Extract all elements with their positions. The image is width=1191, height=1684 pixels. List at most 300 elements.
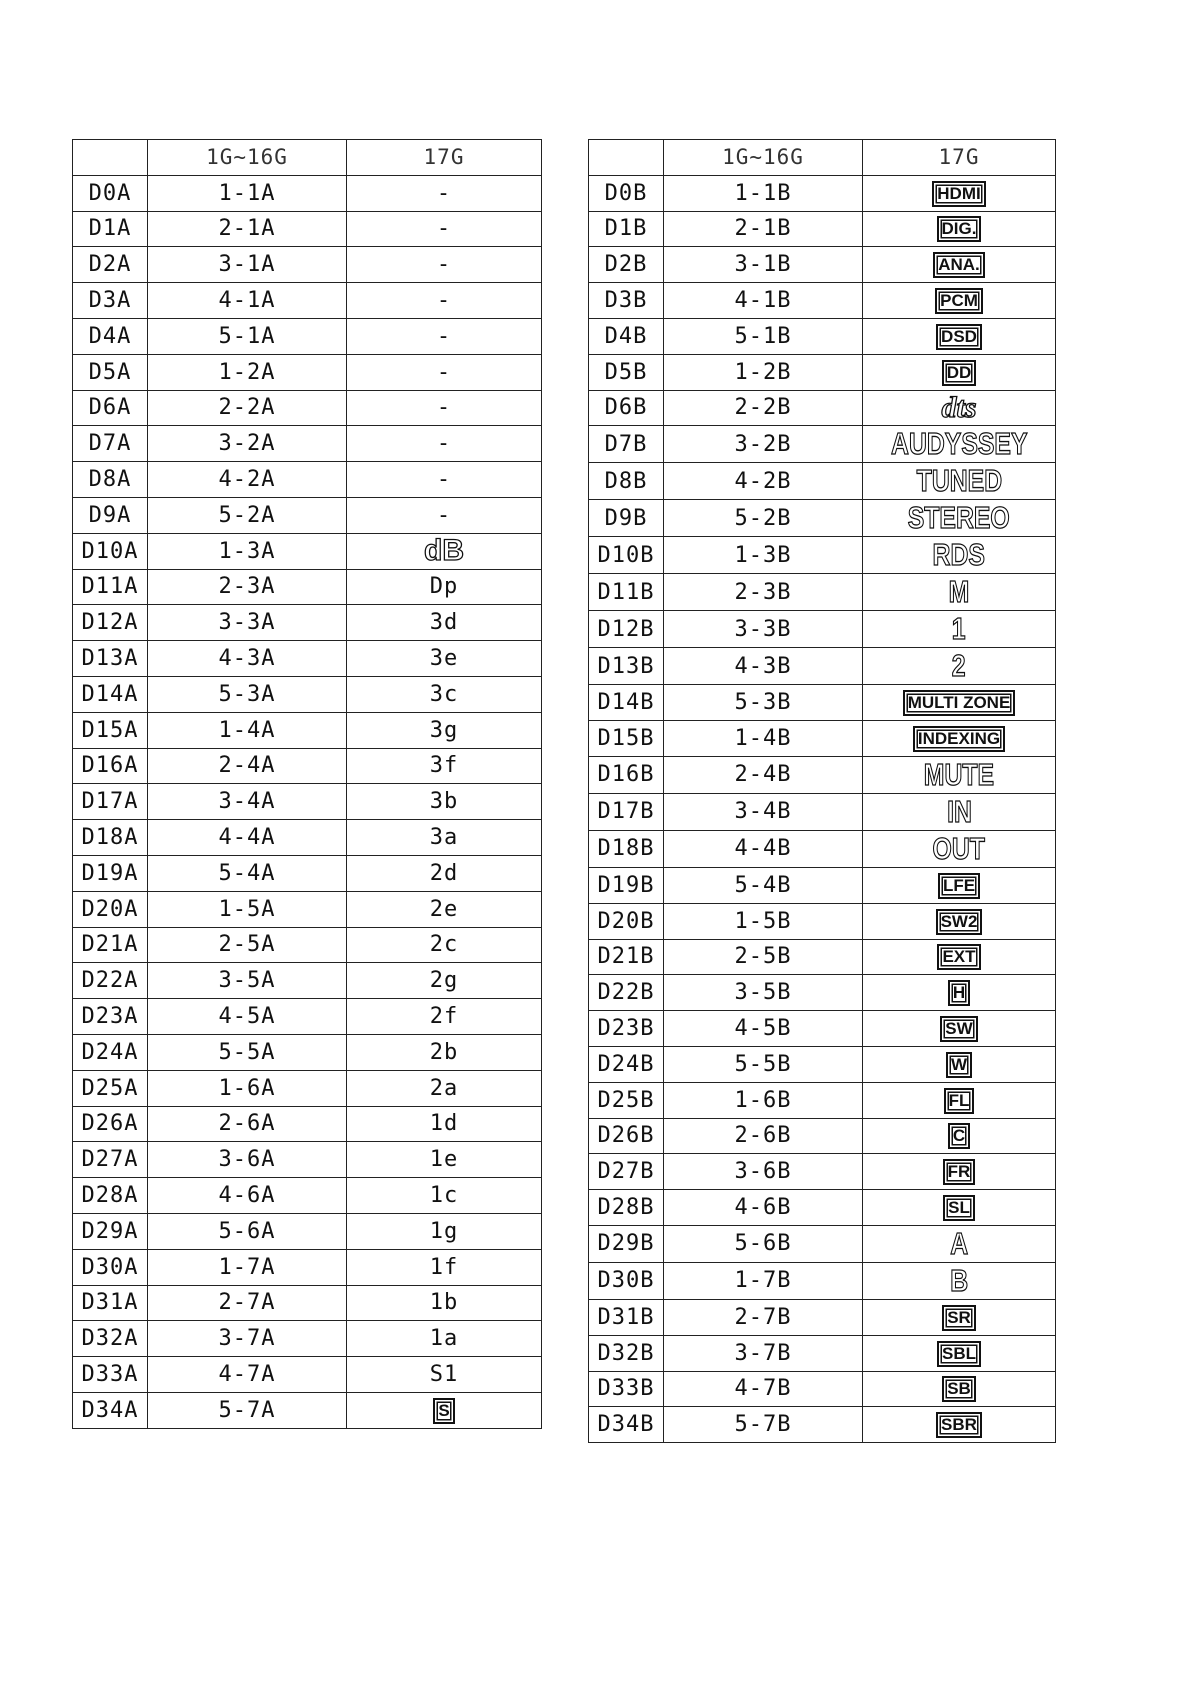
table-row	[73, 784, 542, 820]
grid-address-cell	[664, 1262, 863, 1299]
segment-id: D20B	[597, 908, 655, 934]
table-row	[73, 999, 542, 1035]
icon-17g: M	[948, 574, 970, 610]
icon-17g: -	[436, 502, 452, 528]
icon-17g-cell	[863, 318, 1056, 354]
grid-address-cell	[664, 500, 863, 537]
segment-id: D27B	[597, 1159, 655, 1185]
icon-17g: C	[948, 1123, 970, 1149]
grid-address: 1-4A	[218, 717, 276, 743]
grid-address: 5-1B	[734, 323, 792, 349]
grid-address-cell	[148, 1357, 347, 1393]
grid-address: 3-7A	[218, 1326, 276, 1352]
grid-address: 1-3A	[218, 538, 276, 564]
grid-address: 3-3A	[218, 610, 276, 636]
grid-address-cell	[148, 211, 347, 247]
icon-17g-cell	[863, 756, 1056, 793]
segment-id: D3B	[604, 288, 648, 314]
grid-address: 1-5B	[734, 908, 792, 934]
grid-address: 5-3A	[218, 681, 276, 707]
segment-id-cell	[589, 354, 664, 390]
grid-address-cell	[664, 756, 863, 793]
grid-address: 4-4B	[734, 836, 792, 862]
table-row	[589, 211, 1056, 247]
icon-17g-cell	[863, 1225, 1056, 1262]
table-row	[73, 1178, 542, 1214]
segment-id-cell	[589, 975, 664, 1011]
icon-17g: 2a	[429, 1075, 459, 1101]
icon-17g: -	[436, 359, 452, 385]
segment-id: D10A	[81, 538, 139, 564]
segment-id-cell	[73, 927, 148, 963]
segment-id-cell	[73, 211, 148, 247]
segment-id-cell	[73, 569, 148, 605]
icon-17g-cell	[347, 748, 542, 784]
icon-17g-cell	[863, 537, 1056, 574]
grid-address-cell	[148, 390, 347, 426]
icon-17g: W	[946, 1052, 972, 1078]
grid-address-cell	[664, 574, 863, 611]
icon-17g-cell	[863, 903, 1056, 939]
segment-id-cell	[589, 390, 664, 426]
segment-id: D5B	[604, 359, 648, 385]
segment-id-cell	[73, 390, 148, 426]
segment-id-cell	[73, 855, 148, 891]
grid-address: 3-7B	[734, 1340, 792, 1366]
segment-id-cell	[73, 533, 148, 569]
segment-id-cell	[589, 175, 664, 211]
table-row	[589, 426, 1056, 463]
segment-id: D26A	[81, 1111, 139, 1137]
icon-17g: 1c	[429, 1183, 459, 1208]
icon-17g-cell	[347, 1392, 542, 1428]
icon-17g: EXT	[937, 944, 980, 970]
grid-address: 3-4A	[218, 789, 276, 815]
segment-id-cell	[73, 1070, 148, 1106]
icon-17g-cell	[347, 891, 542, 927]
table-row	[589, 1118, 1056, 1154]
segment-id-cell	[73, 1321, 148, 1357]
grid-address: 2-7A	[218, 1290, 276, 1316]
icon-17g-cell	[863, 648, 1056, 685]
grid-address: 4-7A	[218, 1361, 276, 1387]
grid-address-cell	[664, 1011, 863, 1047]
segment-id: D28B	[597, 1195, 655, 1221]
segment-id-cell	[73, 247, 148, 283]
segment-id: D32A	[81, 1326, 139, 1352]
table-row	[589, 1011, 1056, 1047]
icon-17g: AUDYSSEY	[890, 426, 1028, 462]
grid-address-cell	[148, 318, 347, 354]
segment-id: D34A	[81, 1397, 139, 1423]
segment-id: D0B	[604, 180, 648, 206]
grid-address-cell	[664, 354, 863, 390]
table-row	[589, 756, 1056, 793]
grid-address-cell	[664, 830, 863, 867]
icon-17g: FR	[943, 1159, 976, 1185]
table-row	[73, 1357, 542, 1393]
segment-id: D1B	[604, 216, 648, 242]
segment-id-cell	[73, 1142, 148, 1178]
grid-address-cell	[664, 867, 863, 903]
segment-id-cell	[589, 1262, 664, 1299]
grid-address-cell	[148, 1321, 347, 1357]
grid-address: 2-6A	[218, 1111, 276, 1137]
segment-id-cell	[589, 685, 664, 721]
grid-address-cell	[664, 175, 863, 211]
segment-id-cell	[73, 497, 148, 533]
segment-id-cell	[589, 721, 664, 757]
grid-address: 3-2B	[734, 431, 792, 457]
icon-17g: 3a	[429, 825, 459, 851]
icon-17g-cell	[347, 1213, 542, 1249]
segment-id: D9B	[604, 505, 648, 531]
grid-address: 4-1A	[218, 288, 276, 314]
grid-address: 5-1A	[218, 323, 276, 349]
icon-17g: INDEXING	[913, 726, 1005, 752]
segment-id: D22B	[597, 980, 655, 1006]
grid-address-cell	[664, 247, 863, 283]
table-row	[73, 1213, 542, 1249]
grid-address-cell	[148, 283, 347, 319]
grid-address: 3-5B	[734, 980, 792, 1006]
segment-id-cell	[73, 712, 148, 748]
segment-id: D21B	[597, 944, 655, 970]
icon-17g-cell	[347, 927, 542, 963]
segment-id-cell	[73, 1106, 148, 1142]
grid-address: 4-7B	[734, 1376, 792, 1402]
icon-17g: -	[436, 431, 452, 457]
table-row	[73, 354, 542, 390]
segment-id: D12A	[81, 610, 139, 636]
icon-17g: dB	[424, 534, 464, 568]
grid-address-cell	[664, 1046, 863, 1082]
segment-id-cell	[589, 463, 664, 500]
icon-17g-cell	[347, 318, 542, 354]
segment-id: D10B	[597, 542, 655, 568]
icon-17g-cell	[347, 784, 542, 820]
grid-address-cell	[664, 1407, 863, 1443]
header-row	[73, 140, 542, 176]
table-row	[73, 1070, 542, 1106]
grid-address-cell	[664, 1371, 863, 1407]
icon-17g-cell	[347, 999, 542, 1035]
icon-17g-cell	[863, 426, 1056, 463]
table-row	[73, 712, 542, 748]
header-17g: 17G	[863, 140, 1056, 176]
grid-address: 2-2B	[734, 395, 792, 421]
table-row	[73, 891, 542, 927]
icon-17g: DSD	[936, 324, 982, 350]
icon-17g: MULTI ZONE	[903, 690, 1016, 716]
table-row	[73, 318, 542, 354]
grid-address: 5-5B	[734, 1051, 792, 1077]
table-row	[589, 1225, 1056, 1262]
segment-id-cell	[73, 318, 148, 354]
segment-id: D22A	[81, 968, 139, 994]
icon-17g-cell	[863, 975, 1056, 1011]
table-row	[589, 975, 1056, 1011]
table-row	[73, 569, 542, 605]
segment-id: D3A	[88, 288, 132, 314]
segment-id: D14A	[81, 681, 139, 707]
grid-address: 4-2B	[734, 468, 792, 494]
grid-address: 3-3B	[734, 616, 792, 642]
segment-id-cell	[73, 1249, 148, 1285]
icon-17g-cell	[863, 1046, 1056, 1082]
grid-address-cell	[664, 975, 863, 1011]
grid-address-cell	[148, 1178, 347, 1214]
icon-17g-cell	[347, 1357, 542, 1393]
icon-17g: STEREO	[908, 500, 1010, 536]
segment-id: D15B	[597, 726, 655, 752]
icon-17g-cell	[863, 247, 1056, 283]
icon-17g: DIG.	[937, 216, 982, 242]
segment-id: D13B	[597, 653, 655, 679]
segment-id: D7A	[88, 431, 132, 457]
table-row	[589, 463, 1056, 500]
icon-17g-cell	[863, 1335, 1056, 1371]
table-row	[73, 676, 542, 712]
icon-17g: 1f	[429, 1254, 459, 1280]
icon-17g: Dp	[429, 574, 459, 600]
icon-17g-cell	[347, 1070, 542, 1106]
segment-id-cell	[589, 611, 664, 648]
table-row	[73, 211, 542, 247]
grid-address: 5-4B	[734, 872, 792, 898]
icon-17g-cell	[347, 426, 542, 462]
icon-17g: -	[436, 216, 452, 242]
icon-17g: 2f	[429, 1004, 459, 1030]
grid-address-cell	[148, 1249, 347, 1285]
icon-17g-cell	[863, 1190, 1056, 1226]
grid-address: 4-5B	[734, 1016, 792, 1042]
icon-17g-cell	[347, 497, 542, 533]
icon-17g: -	[436, 467, 452, 493]
segment-id: D33B	[597, 1376, 655, 1402]
segment-id-cell	[589, 830, 664, 867]
table-row	[589, 648, 1056, 685]
grid-address-cell	[664, 1082, 863, 1118]
table-row	[589, 1299, 1056, 1335]
grid-address: 2-5A	[218, 932, 276, 958]
grid-address: 1-5A	[218, 896, 276, 922]
grid-address: 5-2A	[218, 502, 276, 528]
table-row	[589, 354, 1056, 390]
icon-17g-cell	[347, 641, 542, 677]
grid-address: 5-4A	[218, 860, 276, 886]
segment-id: D23A	[81, 1004, 139, 1030]
icon-17g: SB	[942, 1376, 976, 1402]
icon-17g: DD	[942, 360, 977, 386]
segment-id-cell	[589, 1118, 664, 1154]
segment-id-cell	[589, 537, 664, 574]
table-row	[73, 247, 542, 283]
table-row	[589, 175, 1056, 211]
icon-17g-cell	[863, 1262, 1056, 1299]
icon-17g-cell	[863, 1407, 1056, 1443]
header-blank	[589, 140, 664, 176]
segment-id: D13A	[81, 646, 139, 672]
header-blank	[73, 140, 148, 176]
icon-17g-cell	[863, 1371, 1056, 1407]
grid-address: 5-2B	[734, 505, 792, 531]
segment-id: D11B	[597, 579, 655, 605]
segment-id-cell	[589, 939, 664, 975]
icon-17g-cell	[347, 1321, 542, 1357]
icon-17g-cell	[863, 211, 1056, 247]
segment-id-cell	[73, 354, 148, 390]
grid-address: 4-2A	[218, 467, 276, 493]
table-row	[73, 1106, 542, 1142]
segment-id: D28A	[81, 1183, 139, 1208]
grid-address: 3-6B	[734, 1159, 792, 1185]
grid-address-cell	[148, 712, 347, 748]
grid-address-cell	[664, 793, 863, 830]
icon-17g: 3g	[429, 717, 459, 743]
segment-id-cell	[73, 1034, 148, 1070]
icon-17g: B	[950, 1262, 968, 1298]
segment-id: D31B	[597, 1304, 655, 1330]
table-row	[589, 1154, 1056, 1190]
table-row	[589, 830, 1056, 867]
grid-address: 1-3B	[734, 542, 792, 568]
segment-id-cell	[73, 1178, 148, 1214]
grid-address-cell	[664, 939, 863, 975]
segment-id: D1A	[88, 216, 132, 242]
grid-address: 2-3A	[218, 574, 276, 600]
grid-address-cell	[148, 963, 347, 999]
grid-address-cell	[664, 611, 863, 648]
segment-id: D14B	[597, 690, 655, 716]
header-1g-16g: 1G~16G	[148, 140, 347, 176]
icon-17g-cell	[863, 1299, 1056, 1335]
table-row	[73, 1142, 542, 1178]
grid-address-cell	[664, 721, 863, 757]
table-row	[589, 867, 1056, 903]
segment-id-cell	[73, 676, 148, 712]
grid-address-cell	[148, 784, 347, 820]
icon-17g: 3f	[429, 753, 459, 779]
icon-17g: 2d	[429, 860, 459, 886]
icon-17g-cell	[347, 1106, 542, 1142]
grid-address-cell	[148, 569, 347, 605]
icon-17g-cell	[347, 1034, 542, 1070]
grid-address: 5-6A	[218, 1218, 276, 1244]
grid-address: 5-3B	[734, 690, 792, 716]
segment-id: D8A	[88, 467, 132, 493]
table-row	[589, 247, 1056, 283]
segment-id-cell	[589, 1407, 664, 1443]
segment-id: D30A	[81, 1254, 139, 1280]
icon-17g: TUNED	[916, 463, 1002, 499]
segment-id-cell	[73, 641, 148, 677]
segment-id-cell	[73, 605, 148, 641]
icon-17g: IN	[946, 793, 972, 829]
grid-address: 2-1A	[218, 216, 276, 242]
grid-address: 3-5A	[218, 968, 276, 994]
segment-id-cell	[73, 426, 148, 462]
grid-address-cell	[148, 1213, 347, 1249]
icon-17g: 2e	[429, 896, 459, 922]
icon-17g-cell	[347, 533, 542, 569]
grid-address: 1-6A	[218, 1075, 276, 1101]
table-row	[73, 1249, 542, 1285]
segment-id-cell	[73, 784, 148, 820]
icon-17g: SBL	[937, 1341, 981, 1367]
icon-17g: FL	[944, 1088, 975, 1114]
segment-id-cell	[589, 1082, 664, 1118]
table-row	[589, 1046, 1056, 1082]
grid-address-cell	[664, 1299, 863, 1335]
grid-address-cell	[148, 497, 347, 533]
segment-id: D12B	[597, 616, 655, 642]
grid-address-cell	[664, 426, 863, 463]
segment-id-cell	[589, 1225, 664, 1262]
grid-address: 4-3A	[218, 646, 276, 672]
segment-id-cell	[589, 1190, 664, 1226]
icon-17g: 3b	[429, 789, 459, 815]
icon-17g: SW	[940, 1016, 977, 1042]
icon-17g: H	[948, 980, 970, 1006]
grid-address-cell	[148, 247, 347, 283]
table-row	[589, 721, 1056, 757]
icon-17g-cell	[863, 867, 1056, 903]
grid-address-cell	[664, 537, 863, 574]
icon-17g-cell	[347, 820, 542, 856]
grid-address: 5-7B	[734, 1412, 792, 1438]
table-row	[589, 1371, 1056, 1407]
grid-address: 1-6B	[734, 1087, 792, 1113]
icon-17g-cell	[347, 855, 542, 891]
icon-17g: 1g	[429, 1218, 459, 1244]
icon-17g-cell	[863, 463, 1056, 500]
grid-address: 3-6A	[218, 1147, 276, 1173]
grid-address-cell	[664, 463, 863, 500]
icon-17g: 1	[952, 611, 966, 647]
table-row	[73, 641, 542, 677]
grid-address: 2-4B	[734, 762, 792, 788]
icon-17g: A	[950, 1225, 968, 1261]
segment-id: D2A	[88, 252, 132, 278]
segment-id: D17A	[81, 789, 139, 815]
table-row	[73, 963, 542, 999]
segment-id: D26B	[597, 1123, 655, 1149]
table-row	[589, 939, 1056, 975]
grid-address: 3-1A	[218, 252, 276, 278]
segment-id-cell	[73, 175, 148, 211]
table-row	[73, 1392, 542, 1428]
segment-id-cell	[589, 1154, 664, 1190]
grid-address-cell	[148, 891, 347, 927]
segment-id: D19A	[81, 860, 139, 886]
segment-id: D29A	[81, 1218, 139, 1244]
icon-17g-cell	[863, 830, 1056, 867]
grid-address-cell	[664, 283, 863, 319]
grid-address: 1-7B	[734, 1268, 792, 1294]
grid-address: 1-2A	[218, 359, 276, 385]
grid-address: 1-1A	[218, 180, 276, 206]
icon-17g: MUTE	[923, 756, 995, 792]
segment-id: D17B	[597, 799, 655, 825]
segment-id-cell	[73, 1357, 148, 1393]
grid-address-cell	[664, 1335, 863, 1371]
icon-17g-cell	[863, 1118, 1056, 1154]
segment-id: D4B	[604, 323, 648, 349]
icon-17g: 2b	[429, 1039, 459, 1065]
icon-17g-cell	[863, 611, 1056, 648]
icon-17g-cell	[863, 574, 1056, 611]
